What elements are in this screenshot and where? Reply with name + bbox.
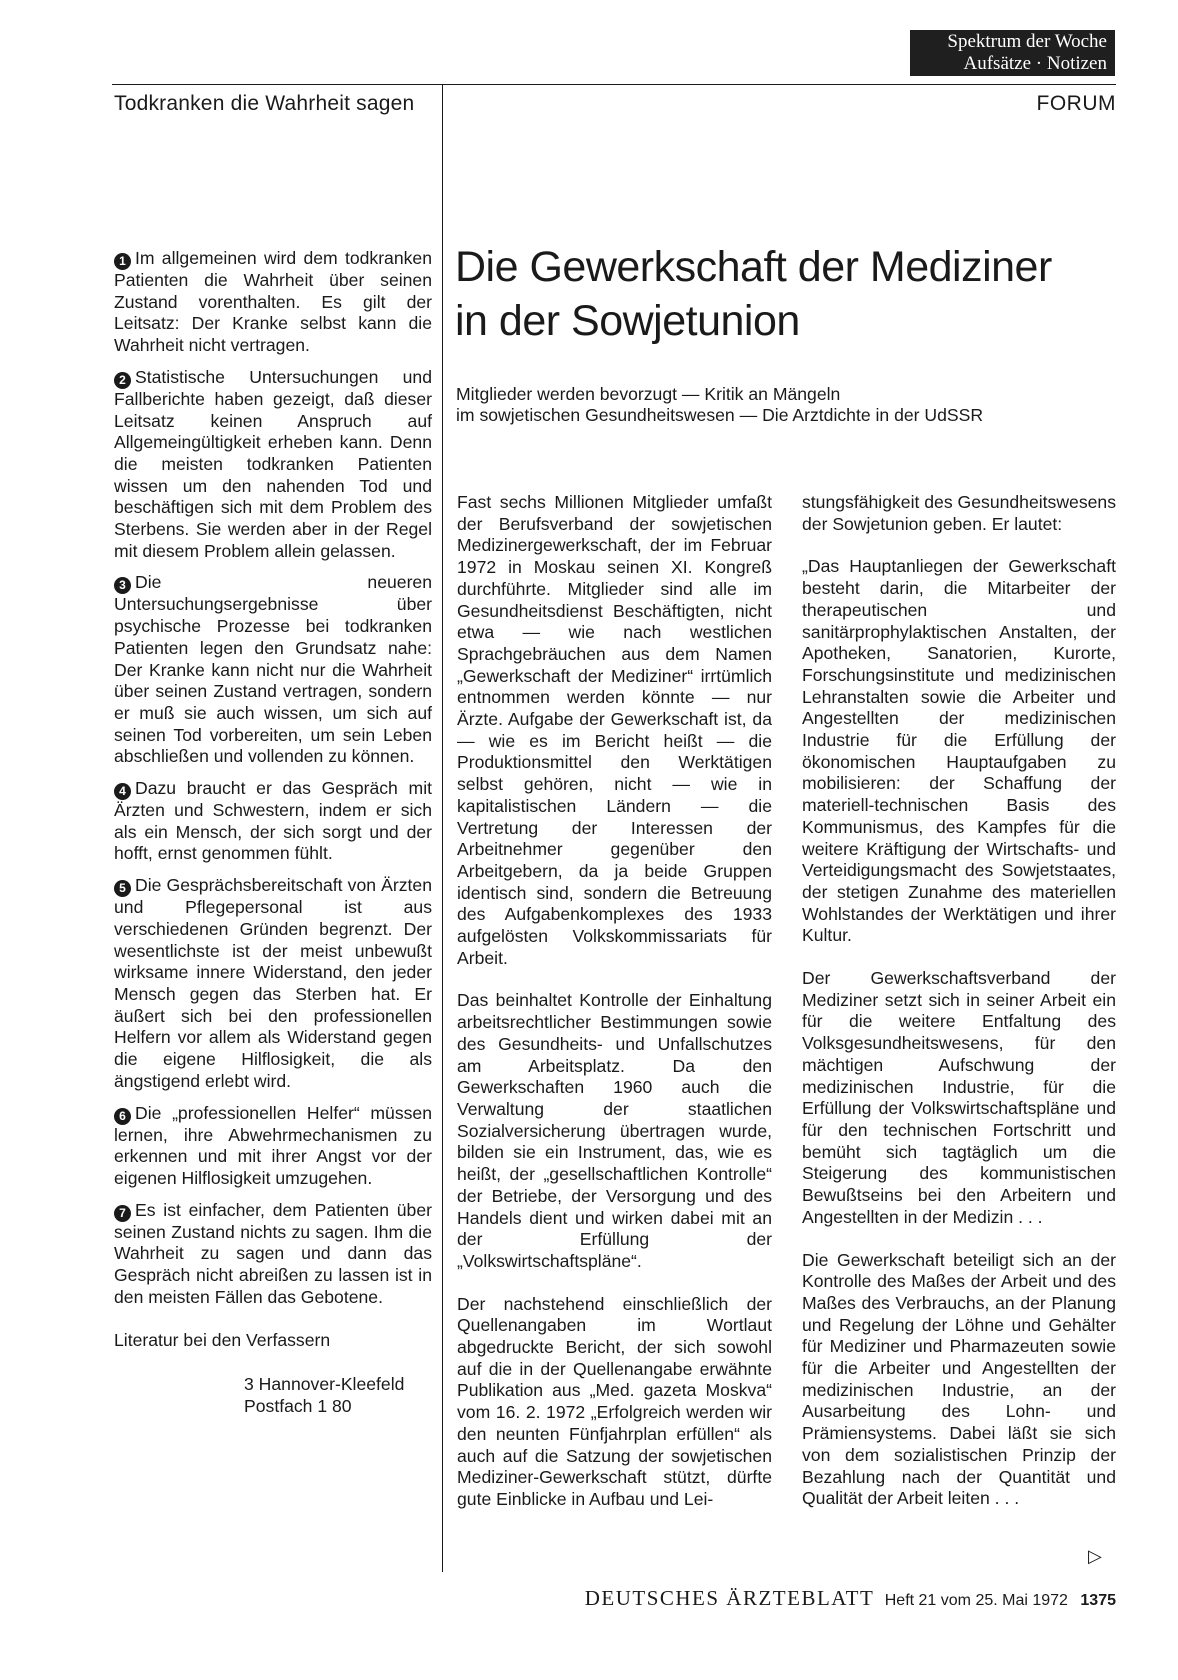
continue-arrow-icon: ▷ [1088, 1546, 1102, 1566]
author-address [114, 1374, 432, 1417]
point-number-icon: 1 [114, 253, 131, 270]
header-rule [112, 84, 1116, 85]
page-number: 1375 [1080, 1592, 1116, 1609]
article-paragraph: Der Gewerkschaftsverband der Mediziner setzt sich in seiner Arbeit ein für die weitere Entfaltung des Volksgesundheitswesens, für den mächtigen Aufschwung der medizinischen Industrie, für die Erfüllung der Volkswirtschaftspläne und für den technischen Fortschritt und bemüht sich tagtäglich um die Steigerung des kommunistischen Bewußtseins bei den Arbeitern und Angestellten in der Medizin . . . [802, 968, 1116, 1227]
section-badge [910, 30, 1115, 76]
point-text: Im allgemeinen wird dem todkranken Patienten die Wahrheit über seinen Zustand vorenthalten. Es gilt der Leitsatz: Der Kranke selbst kann die Wahrheit nicht vertragen. [114, 248, 432, 356]
subhead-line1: Mitglieder werden bevorzugt — Kritik an Mängeln [456, 384, 841, 404]
point-text: Es ist einfacher, dem Patienten über seinen Zustand nichts zu sagen. Ihm die Wahrheit zu sagen und dann das Gespräch nicht abreißen zu lassen ist in den meisten Fällen das Gebotene. [114, 1199, 432, 1307]
summary-column [114, 248, 432, 1428]
summary-point [114, 248, 432, 357]
summary-point [114, 367, 432, 563]
address-line1: 3 Hannover-Kleefeld [244, 1374, 405, 1395]
headline-line2: in der Sowjetunion [455, 297, 800, 345]
left-column-title: Todkranken die Wahrheit sagen [114, 92, 415, 115]
article-paragraph: stungsfähigkeit des Gesundheitswesens der Sowjetunion geben. Er lautet: [802, 492, 1116, 534]
column-divider [442, 84, 443, 1572]
summary-point [114, 1200, 432, 1309]
point-text: Dazu braucht er das Gespräch mit Ärzten und Schwestern, indem er sich als ein Mensch, der sich sorgt und der hofft, ernst genommen fühlt. [114, 778, 432, 864]
point-text: Die neueren Untersuchungsergebnisse über psychische Prozesse bei todkranken Patienten legen den Grundsatz nahe: Der Kranke kann nicht nur die Wahrheit über seinen Zustand vertragen, sondern er muß sie auch wissen, um sich auf seinen Tod vorbereiten, um sein Leben abschließen und vollenden zu können. [114, 572, 432, 767]
journal-name: DEUTSCHES ÄRZTEBLATT [584, 1586, 875, 1610]
point-number-icon: 4 [114, 783, 131, 800]
summary-point [114, 1103, 432, 1190]
point-text: Die „professionellen Helfer“ müssen lernen, ihre Abwehrmechanismen zu erkennen und mit ihrer Angst vor der eigenen Hilflosigkeit umzugehen. [114, 1102, 432, 1188]
article-paragraph: „Das Hauptanliegen der Gewerkschaft besteht darin, die Mitarbeiter der therapeutischen und sanitärprophylaktischen Anstalten, der Apotheken, Sanatorien, Kurorte, Forschungsinstitute und medizinischen Lehranstalten sowie die Arbeiter und Angestellten der medizinischen Industrie für die Erfüllung der ökonomischen Hauptaufgaben zu mobilisieren: der Schaffung der materiell-technischen Basis des Kommunismus, des Kampfes für die weitere Kräftigung der Wirtschafts- und Verteidigungsmacht des Sowjetstaates, der stetigen Zunahme des materiellen Wohlstandes der Werktätigen und ihrer Kultur. [802, 556, 1116, 946]
article-paragraph: Fast sechs Millionen Mitglieder umfaßt der Berufsverband der sowjetischen Medizinergewerkschaft, der im Februar 1972 in Moskau seinen XI. Kongreß durchführte. Mitglieder sind alle im Gesundheitsdienst Beschäftigten, nicht etwa — wie nach westlichen Sprachgebräuchen aus dem Namen „Gewerkschaft der Mediziner“ irrtümlich entnommen werden könnte — nur Ärzte. Aufgabe der Gewerkschaft ist, da — wie es im Bericht heißt — die Produktionsmittel den Werktätigen selbst gehören, nicht — wie in kapitalistischen Ländern — die Vertretung der Interessen der Arbeitnehmer gegenüber den Arbeitgebern, da ja beide Gruppen identisch sind, sondern die Betreuung des Aufgabenkomplexes des 1933 aufgelösten Volkskommissariats für Arbeit. [457, 492, 772, 968]
section-badge-line2: Aufsätze · Notizen [963, 53, 1107, 74]
summary-point [114, 875, 432, 1092]
section-badge-line1: Spektrum der Woche [947, 31, 1107, 52]
literature-note: Literatur bei den Verfassern [114, 1330, 331, 1351]
headline-line1: Die Gewerkschaft der Mediziner [455, 243, 1052, 291]
address-line2: Postfach 1 80 [244, 1395, 352, 1416]
page-footer [510, 1586, 1116, 1611]
point-number-icon: 2 [114, 372, 131, 389]
article-subheadline [456, 384, 1116, 426]
summary-point [114, 572, 432, 768]
point-number-icon: 7 [114, 1205, 131, 1222]
article-paragraph: Das beinhaltet Kontrolle der Einhaltung arbeitsrechtlicher Bestimmungen sowie des Gesundheits- und Unfallschutzes am Arbeitsplatz. Da den Gewerkschaften 1960 auch die Verwaltung der staatlichen Sozialversicherung übertragen wurde, bilden sie ein Instrument, das, wie es heißt, der „gesellschaftlichen Kontrolle“ der Betriebe, der Versorgung und des Handels dient und wirken dabei mit an der Erfüllung der „Volkswirtschaftspläne“. [457, 990, 772, 1271]
subhead-line2: im sowjetischen Gesundheitswesen — Die Arztdichte in der UdSSR [456, 405, 984, 425]
article-headline [455, 240, 1115, 348]
point-number-icon: 3 [114, 577, 131, 594]
article-column-2 [802, 492, 1116, 1531]
article-paragraph: Die Gewerkschaft beteiligt sich an der Kontrolle des Maßes der Arbeit und des Maßes des Verbrauchs, an der Planung und Regelung der Löhne und Gehälter für Mediziner und Pharmazeuten sowie für die Arbeiter und Angestellten der medizinischen Industrie, an der Ausarbeitung des Lohn- und Prämiensystems. Dabei läßt sie sich von dem sozialistischen Prinzip der Bezahlung nach der Quantität und Qualität der Arbeit leiten . . . [802, 1249, 1116, 1509]
article-paragraph: Der nachstehend einschließlich der Quellenangaben im Wortlaut abgedruckte Bericht, der sich sowohl auf die in der Quellenangabe erwähnte Publikation aus „Med. gazeta Moskva“ vom 16. 2. 1972 „Erfolgreich werden wir den neunten Fünfjahrplan erfüllen“ als auch auf die Satzung der sowjetischen Mediziner-Gewerkschaft stützt, dürfte gute Einblicke in Aufbau und Lei- [457, 1293, 772, 1509]
summary-point [114, 778, 432, 865]
issue-info: Heft 21 vom 25. Mai 1972 [884, 1592, 1068, 1609]
point-text: Statistische Untersuchungen und Fallberichte haben gezeigt, daß dieser Leitsatz keinen Anspruch auf Allgemeingültigkeit erheben kann. Denn die meisten todkranken Patienten wissen um den nahenden Tod und beschäftigen sich mit dem Problem des Sterbens. Sie werden aber in der Regel mit diesem Problem allein gelassen. [114, 366, 432, 561]
section-label: FORUM [1036, 92, 1116, 115]
point-number-icon: 6 [114, 1108, 131, 1125]
point-text: Die Gesprächsbereitschaft von Ärzten und Pflegepersonal ist aus verschiedenen Gründen begrenzt. Der wesentlichste ist der meist unbewußt wirksame innere Widerstand, den jeder Mensch gegen das Sterben hat. Er äußert sich bei den professionellen Helfern vor allem als Widerstand gegen die eigene Hilflosigkeit, die als ängstigend erlebt wird. [114, 875, 432, 1091]
point-number-icon: 5 [114, 880, 131, 897]
article-column-1 [457, 492, 772, 1532]
